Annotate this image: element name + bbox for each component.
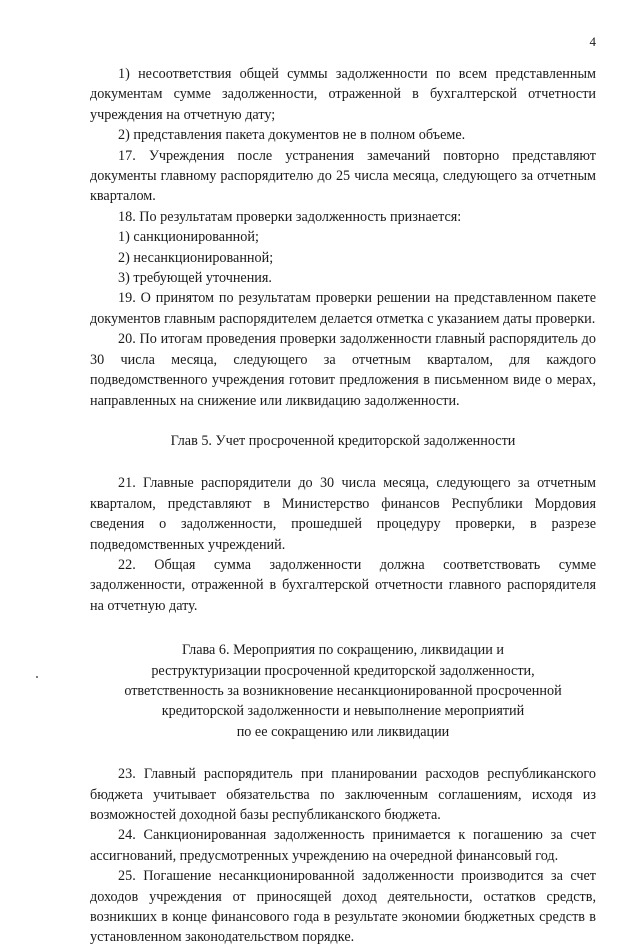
scan-speck: [36, 676, 38, 678]
chapter-6-heading: [90, 640, 596, 742]
paragraph: 19. О принятом по результатам проверки решении на представленном пакете документов главным распорядителем делается отметка с указанием даты проверки.: [90, 290, 596, 327]
chapter-6-heading-line: по ее сокращению или ликвидации: [236, 723, 450, 740]
paragraph: 3) требующей уточнения.: [118, 270, 272, 287]
paragraph: 23. Главный распорядитель при планировании расходов республиканского бюджета учитывает обязательства по заключенным соглашениям, исходя из возможностей доходной базы республиканского бюджета.: [90, 766, 596, 823]
chapter-6-heading-line: ответственность за возникновение несанкционированной просроченной: [124, 682, 562, 699]
paragraph: 21. Главные распорядители до 30 числа месяца, следующего за отчетным кварталом, представляют в Министерство финансов Республики Мордовия сведения о задолженности, прошедшей процедуру проверки, в разрезе подведомственных учреждений.: [90, 475, 596, 553]
paragraph: 20. По итогам проведения проверки задолженности главный распорядитель до 30 числа месяца, следующего за отчетным кварталом, для каждого подведомственного учреждения готовит предложения в письменном виде о мерах, направленных на снижение или ликвидацию задолженности.: [90, 331, 596, 409]
paragraph: 1) санкционированной;: [118, 229, 259, 246]
paragraph: 2) несанкционированной;: [118, 249, 274, 266]
paragraph: 17. Учреждения после устранения замечаний повторно представляют документы главному распорядителю до 25 числа месяца, следующего за отчетным кварталом.: [90, 147, 596, 205]
paragraph: 2) представления пакета документов не в полном объеме.: [118, 127, 466, 144]
paragraph: 1) несоответствия общей суммы задолженности по всем представленным документам сумме задолженности, отраженной в бухгалтерской отчетности учреждения на отчетную дату;: [90, 66, 596, 123]
paragraph: 22. Общая сумма задолженности должна соответствовать сумме задолженности, отраженной в бухгалтерской отчетности главного распорядителя на отчетную дату.: [90, 556, 596, 614]
page-number: 4: [589, 34, 596, 49]
document-body: [90, 64, 596, 948]
chapter-5-heading: Глав 5. Учет просроченной кредиторской задолженности: [170, 432, 516, 449]
chapter-6-heading-line: кредиторской задолженности и невыполнение мероприятий: [161, 703, 525, 720]
chapter-6-heading-line: Глава 6. Мероприятия по сокращению, ликвидации и: [182, 642, 504, 659]
chapter-6-heading-line: реструктуризации просроченной кредиторской задолженности,: [151, 662, 535, 679]
paragraph: 24. Санкционированная задолженность принимается к погашению за счет ассигнований, предусмотренных учреждению на очередной финансовый год.: [90, 827, 596, 864]
paragraph: 25. Погашение несанкционированной задолженности производится за счет доходов учреждения от приносящей доход деятельности, остатков средств, возникших в конце финансового года в результате экономии бюджетных средств в установленном законодательством порядке.: [90, 868, 596, 946]
paragraph: 18. По результатам проверки задолженность признается:: [118, 208, 462, 225]
